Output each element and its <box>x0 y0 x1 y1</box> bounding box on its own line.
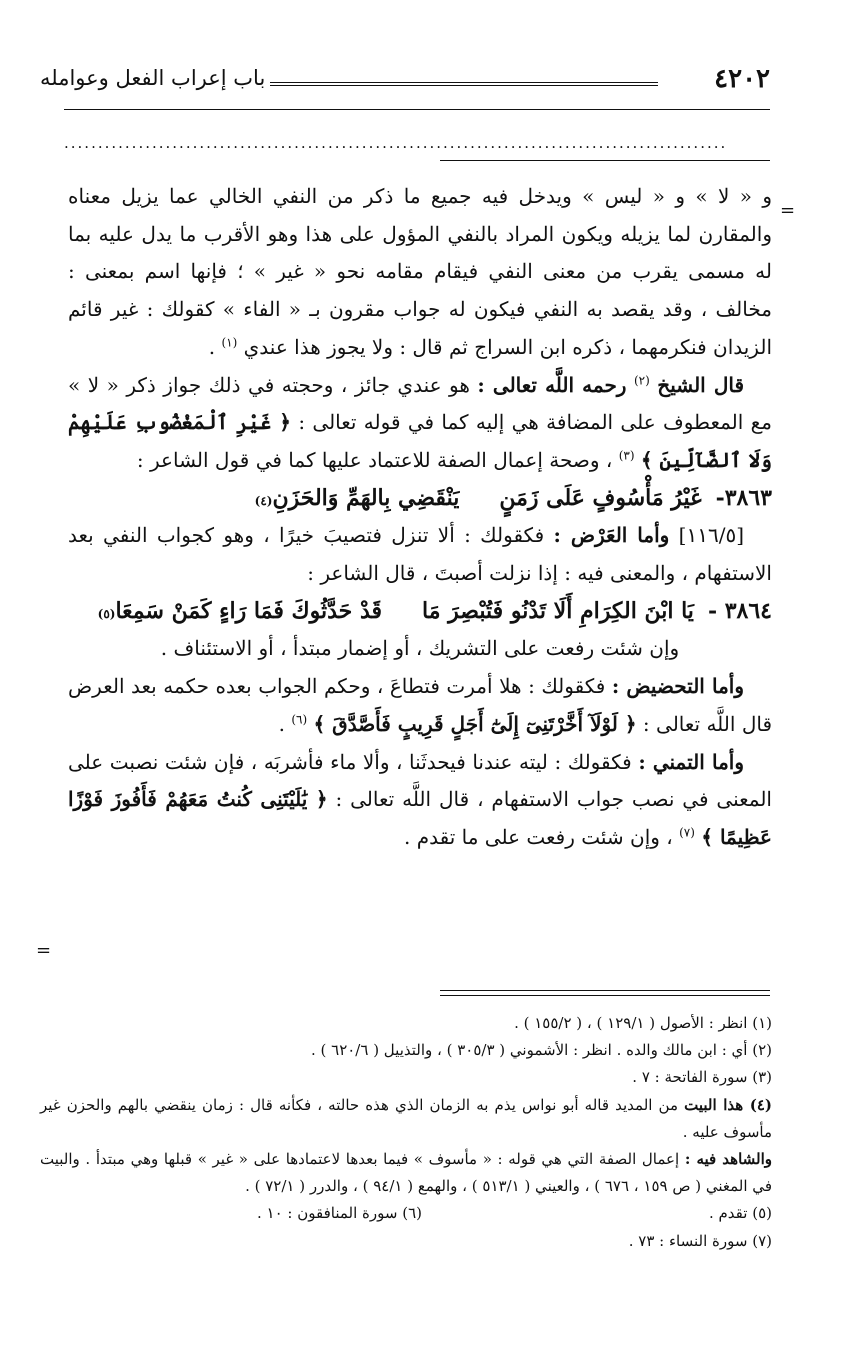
verse-second-hemistich: قَدْ حَدَّثُوكَ فَمَا رَاءٍ كَمَنْ سَمِعَا <box>115 597 383 624</box>
footnote-lead: (٤) هذا البيت <box>684 1095 772 1114</box>
footnote: (١) انظر : الأصول ( ١٢٩/١ ) ، ( ١٥٥/٢ ) . <box>514 1014 772 1032</box>
verse-second-hemistich: يَنْقَضِي بِالهَمِّ وَالحَزَنِ <box>272 484 460 511</box>
footnote: (٧) سورة النساء : ٧٣ . <box>628 1231 772 1250</box>
header-underline <box>64 109 770 110</box>
footnote-row <box>40 1200 772 1227</box>
verse-number: ٣٨٦٤ - <box>707 597 772 624</box>
verse-first-hemistich: يَا ابْنَ الكِرَامِ أَلَا تَدْنُو فَتُبْصِرَ مَا <box>422 597 694 624</box>
footnote: (٥) تقدم . <box>708 1204 772 1223</box>
chapter-title: باب إعراب الفعل وعوامله <box>40 66 266 90</box>
footnote-rule <box>440 990 770 991</box>
footnote-ref: (١) <box>221 335 238 350</box>
paragraph-text: فكقولك : ليته عندنا فيحدثَنا ، وألا ماء فأشربَه ، فإن شئت نصبت على المعنى في نصب جواب الاستفهام ، قال اللَّه تعالى : <box>68 749 772 812</box>
paragraph-end: ، وإن شئت رفعت على ما تقدم . <box>403 824 673 849</box>
main-text <box>68 178 772 857</box>
section-rule <box>440 160 770 161</box>
footnote-rule-2 <box>440 995 770 996</box>
paragraph <box>68 668 772 743</box>
running-header <box>40 62 770 102</box>
paragraph-end: . <box>278 711 285 736</box>
continuation-mark-bottom: = <box>36 940 52 961</box>
footnotes <box>40 1010 772 1255</box>
header-rule <box>270 82 658 86</box>
separator-dots: .................................................................................................. <box>64 134 728 152</box>
footnote <box>40 1146 772 1200</box>
paragraph <box>68 744 772 857</box>
paragraph <box>68 367 772 480</box>
footnote <box>40 1092 772 1146</box>
verse-number: ٣٨٦٣- <box>715 484 772 511</box>
paragraph-lead: وأما التحضيض : <box>611 674 745 699</box>
footnote-ref: (٢) <box>633 372 650 387</box>
page-number: ٤٢٠٢ <box>714 64 770 94</box>
poem-verse: ٣٨٦٣- غَيْرُ مَأْسُوفٍ عَلَى زَمَنٍ يَنْقَضِي بِالهَمِّ وَالحَزَنِ (٤) <box>68 480 772 518</box>
paragraph <box>68 178 772 367</box>
footnote-ref: (٧) <box>679 825 695 840</box>
paragraph-text: فكقولك : هلا أمرت فتطاعَ ، وحكم الجواب بعده حكمه بعد العرض قال اللَّه تعالى : <box>68 674 772 736</box>
paragraph-text: هو عندي جائز ، وحجته في ذلك جواز ذكر « لا » مع المعطوف على المضافة هي إليه كما في قوله تعالى : <box>68 372 772 435</box>
footnote: (٣) سورة الفاتحة : ٧ . <box>632 1068 772 1087</box>
footnote: (٦) سورة المنافقون : ١٠ . <box>256 1204 422 1223</box>
footnote-text: من المديد قاله أبو نواس يذم به الزمان الذي هذه حالته ، فكأنه قال : زمان ينقضي بالهم والحزن غير مأسوف عليه . <box>40 1095 772 1141</box>
paragraph-text: و « لا » و « ليس » ويدخل فيه جميع ما ذكر من النفي الخالي عما يزيل معناه والمقارن لما يزيله ويكون المراد بالنفي المؤول على هذا وهو الأقرب ما يدل عليه بما له مسمى يقرب من معنى النفي فيقام مقامه نحو « غير » ؛ فإنها اسم بمعنى : مخالف ، وقد يقصد به النفي فيكون له جواب مقرون بـ « الفاء » كقولك : غير قائم الزيدان فنكرمهما ، ذكره ابن السراج ثم قال : ولا يجوز هذا عندي <box>68 184 772 359</box>
paragraph-lead: وأما العَرْض : <box>553 523 670 548</box>
page-reference: [١١٦/٥] <box>678 523 745 548</box>
paragraph <box>68 630 772 668</box>
footnote-ref: (٦) <box>291 712 308 727</box>
footnote-text: إعمال الصفة التي هي قوله : « مأسوف » فيما بعدها لاعتمادها على « غير » قبلها وهي مبتدأ . والبيت في المغني ( ص ١٥٩ ، ٦٧٦ ) ، والعيني ( ٥١٣/١ ) ، والهمع ( ٩٤/١ ) ، والدرر ( ٧٢/١ ) . <box>40 1150 772 1196</box>
continuation-mark-top: = <box>780 200 796 221</box>
verse-first-hemistich: غَيْرُ مَأْسُوفٍ عَلَى زَمَنٍ <box>499 484 702 511</box>
paragraph-text: ، وصحة إعمال الصفة للاعتماد عليها كما في قول الشاعر : <box>136 447 613 472</box>
paragraph-text: فكقولك : ألا تنزل فتصيبَ خيرًا ، وهو كجواب النفي بعد الاستفهام ، والمعنى فيه : إذا نزلت أصبتَ ، قال الشاعر : <box>68 523 772 586</box>
paragraph-lead: رحمه اللَّه تعالى : <box>477 372 627 397</box>
paragraph-end: . <box>208 334 216 359</box>
quran-quote: ﴿ يَٰلَيْتَنِى كُنتُ مَعَهُمْ فَأَفُوزَ فَوْزًا عَظِيمًا ﴾ <box>68 787 772 849</box>
paragraph-lead: وأما التمني : <box>638 749 744 774</box>
footnote-ref: (٣) <box>618 448 635 463</box>
paragraph-lead: قال الشيخ <box>657 372 745 397</box>
quran-quote: ﴿ لَوْلَآ أَخَّرْتَنِىٓ إِلَىٰٓ أَجَلٍ قَرِيبٍ فَأَصَّدَّقَ ﴾ <box>313 711 637 736</box>
paragraph-text: وإن شئت رفعت على التشريك ، أو إضمار مبتدأ ، أو الاستئناف . <box>160 636 680 661</box>
footnote-lead: والشاهد فيه : <box>684 1150 773 1169</box>
quran-quote: ﴿ غَيْرِ ٱلْمَغْضُوبِ عَلَيْهِمْ وَلَا ٱلضَّآلِّينَ ﴾ <box>68 410 772 472</box>
poem-verse: ٣٨٦٤ - يَا ابْنَ الكِرَامِ أَلَا تَدْنُو فَتُبْصِرَ مَا قَدْ حَدَّثُوكَ فَمَا رَاءٍ كَمَنْ سَمِعَا (٥) <box>68 593 772 631</box>
paragraph <box>68 517 772 592</box>
footnote: (٢) أي : ابن مالك والده . انظر : الأشموني ( ٣٠٥/٣ ) ، والتذييل ( ٦٢٠/٦ ) . <box>310 1041 772 1060</box>
